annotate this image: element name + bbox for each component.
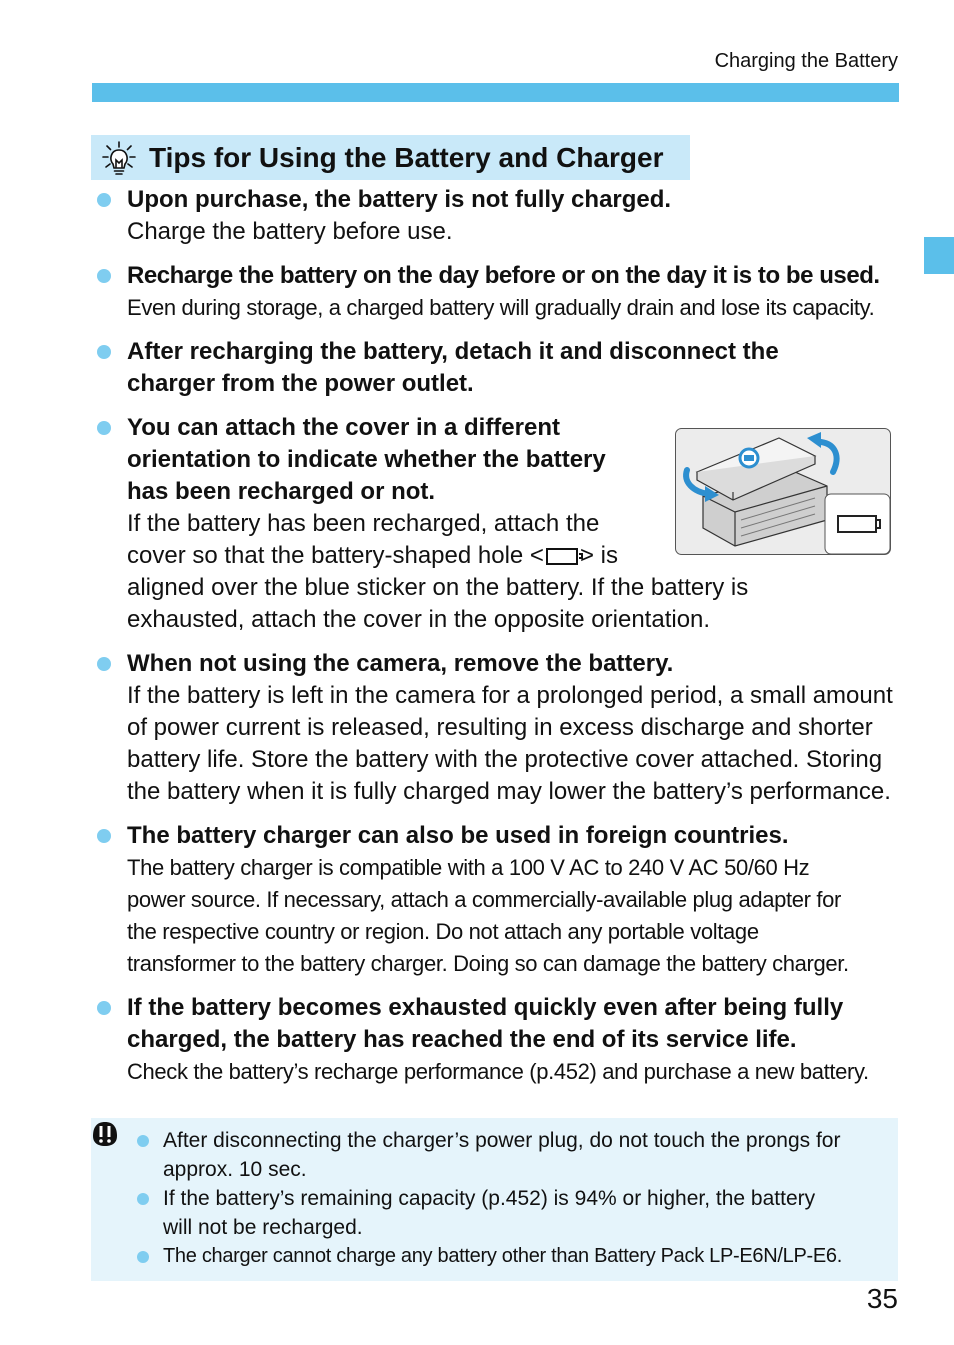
- tip-body-text: cover so that the battery-shaped hole <: [127, 542, 544, 569]
- tip-body-line: Check the battery’s recharge performance (p.452) and purchase a new battery.: [127, 1059, 869, 1084]
- tip-item: [92, 260, 900, 324]
- tip-heading-line: You can attach the cover in a different: [127, 414, 560, 441]
- tip-heading-line: has been recharged or not.: [127, 478, 436, 505]
- tip-heading-line: Upon purchase, the battery is not fully charged.: [127, 186, 672, 213]
- tip-heading-line: After recharging the battery, detach it and disconnect the: [127, 338, 779, 365]
- tip-heading-line: The battery charger can also be used in foreign countries.: [127, 822, 789, 849]
- header-rule: [92, 83, 899, 102]
- tip-body-line: the respective country or region. Do not attach any portable voltage: [127, 919, 759, 944]
- tip-body-line: If the battery is left in the camera for a prolonged period, a small amount: [127, 682, 893, 709]
- bullet-icon: [97, 657, 111, 671]
- tip-body-line: exhausted, attach the cover in the opposite orientation.: [127, 606, 711, 633]
- tip-body-line: aligned over the blue sticker on the battery. If the battery is: [127, 574, 749, 601]
- caution-line: approx. 10 sec.: [163, 1158, 307, 1181]
- caution-line: If the battery’s remaining capacity (p.452) is 94% or higher, the battery: [163, 1187, 816, 1210]
- caution-item: [135, 1242, 895, 1271]
- tip-body-line: If the battery has been recharged, attach the: [127, 510, 600, 537]
- tip-body-line: of power current is released, resulting in excess discharge and shorter: [127, 714, 873, 741]
- bullet-icon: [97, 1001, 111, 1015]
- caution-item: [135, 1184, 895, 1242]
- battery-cover-illustration: [675, 428, 891, 555]
- tips-list: [92, 184, 900, 1100]
- chapter-tab: [924, 237, 954, 274]
- tip-body-line: transformer to the battery charger. Doing so can damage the battery charger.: [127, 951, 849, 976]
- tip-body-line: The battery charger is compatible with a 100 V AC to 240 V AC 50/60 Hz: [127, 855, 810, 880]
- tip-heading-line: charged, the battery has reached the end of its service life.: [127, 1026, 797, 1053]
- tip-heading-line: When not using the camera, remove the battery.: [127, 650, 674, 677]
- bullet-icon: [97, 269, 111, 283]
- bullet-icon: [137, 1193, 149, 1205]
- tip-item: [92, 648, 900, 808]
- caution-line: After disconnecting the charger’s power plug, do not touch the prongs for: [163, 1129, 841, 1152]
- bullet-icon: [97, 193, 111, 207]
- caution-list: [135, 1126, 895, 1271]
- caution-item: [135, 1126, 895, 1184]
- bullet-icon: [97, 421, 111, 435]
- tip-heading-line: charger from the power outlet.: [127, 370, 474, 397]
- caution-line: will not be recharged.: [163, 1216, 363, 1239]
- section-heading: [91, 135, 690, 180]
- bullet-icon: [97, 829, 111, 843]
- tip-heading-line: orientation to indicate whether the battery: [127, 446, 606, 473]
- battery-outline-icon: [546, 548, 578, 565]
- tip-heading-line: Recharge the battery on the day before or on the day it is to be used.: [127, 262, 880, 289]
- caution-icon: [91, 1120, 119, 1148]
- tip-item: [92, 992, 900, 1088]
- tip-body-text: > is: [579, 542, 618, 569]
- tip-body-line: Even during storage, a charged battery will gradually drain and lose its capacity.: [127, 295, 875, 320]
- tip-item: [92, 336, 900, 400]
- bullet-icon: [137, 1251, 149, 1263]
- bullet-icon: [137, 1135, 149, 1147]
- tip-item: [92, 184, 900, 248]
- tip-item: [92, 820, 900, 980]
- section-title: Tips for Using the Battery and Charger: [149, 141, 664, 173]
- caution-box: [91, 1118, 898, 1281]
- caution-line: The charger cannot charge any battery other than Battery Pack LP-E6N/LP-E6.: [163, 1245, 842, 1267]
- tip-body-line: Charge the battery before use.: [127, 218, 453, 245]
- tip-heading-line: If the battery becomes exhausted quickly even after being fully: [127, 994, 844, 1021]
- page-number: 35: [866, 1283, 898, 1314]
- lightbulb-icon: [101, 140, 137, 176]
- bullet-icon: [97, 345, 111, 359]
- tip-body-line: battery life. Store the battery with the protective cover attached. Storing: [127, 746, 883, 773]
- tip-body-line: power source. If necessary, attach a commercially-available plug adapter for: [127, 887, 842, 912]
- running-head: Charging the Battery: [714, 50, 898, 72]
- tip-body-line: the battery when it is fully charged may lower the battery’s performance.: [127, 778, 891, 805]
